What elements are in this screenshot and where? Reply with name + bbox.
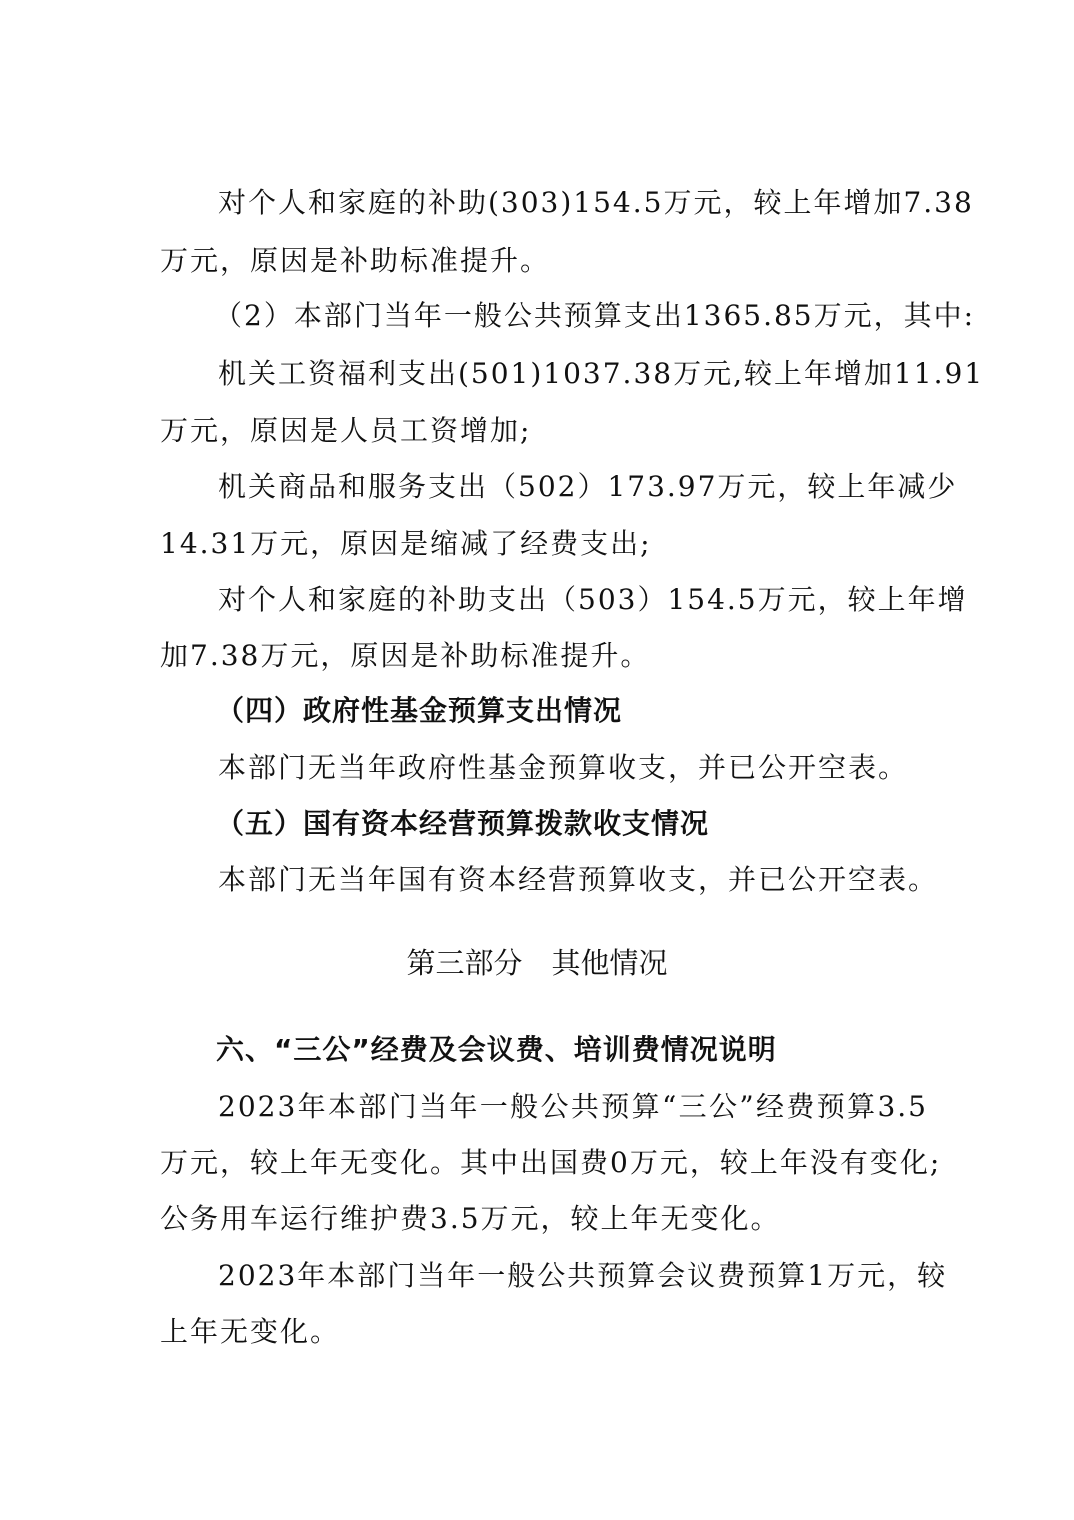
paragraph-line: 万元，原因是人员工资增加; xyxy=(160,414,532,447)
paragraph-line: （2）本部门当年一般公共预算支出1365.85万元，其中: xyxy=(214,299,976,332)
paragraph-line: 对个人和家庭的补助支出（503）154.5万元，较上年增 xyxy=(218,583,968,616)
paragraph-line: 2023年本部门当年一般公共预算会议费预算1万元，较 xyxy=(218,1259,948,1292)
paragraph-line: 本部门无当年政府性基金预算收支，并已公开空表。 xyxy=(218,751,909,784)
section-heading: 六、“三公”经费及会议费、培训费情况说明 xyxy=(216,1033,777,1066)
part-title: 第三部分 其他情况 xyxy=(406,946,668,980)
paragraph-line: 2023年本部门当年一般公共预算“三公”经费预算3.5 xyxy=(218,1090,928,1123)
paragraph-line: 机关商品和服务支出（502）173.97万元，较上年减少 xyxy=(218,470,958,503)
paragraph-line: 公务用车运行维护费3.5万元，较上年无变化。 xyxy=(160,1202,781,1235)
paragraph-line: 14.31万元，原因是缩减了经费支出; xyxy=(160,527,652,560)
paragraph-line: 万元，原因是补助标准提升。 xyxy=(160,244,551,277)
paragraph-line: 本部门无当年国有资本经营预算收支，并已公开空表。 xyxy=(218,863,939,896)
paragraph-line: 对个人和家庭的补助(303)154.5万元，较上年增加7.38 xyxy=(218,186,974,219)
section-heading: （五）国有资本经营预算拨款收支情况 xyxy=(216,807,710,840)
paragraph-line: 加7.38万元，原因是补助标准提升。 xyxy=(160,639,651,672)
paragraph-line: 上年无变化。 xyxy=(160,1315,341,1348)
paragraph-line: 机关工资福利支出(501)1037.38万元,较上年增加11.91 xyxy=(218,357,985,390)
paragraph-line: 万元，较上年无变化。其中出国费0万元，较上年没有变化; xyxy=(160,1146,942,1179)
section-heading: （四）政府性基金预算支出情况 xyxy=(216,694,623,727)
